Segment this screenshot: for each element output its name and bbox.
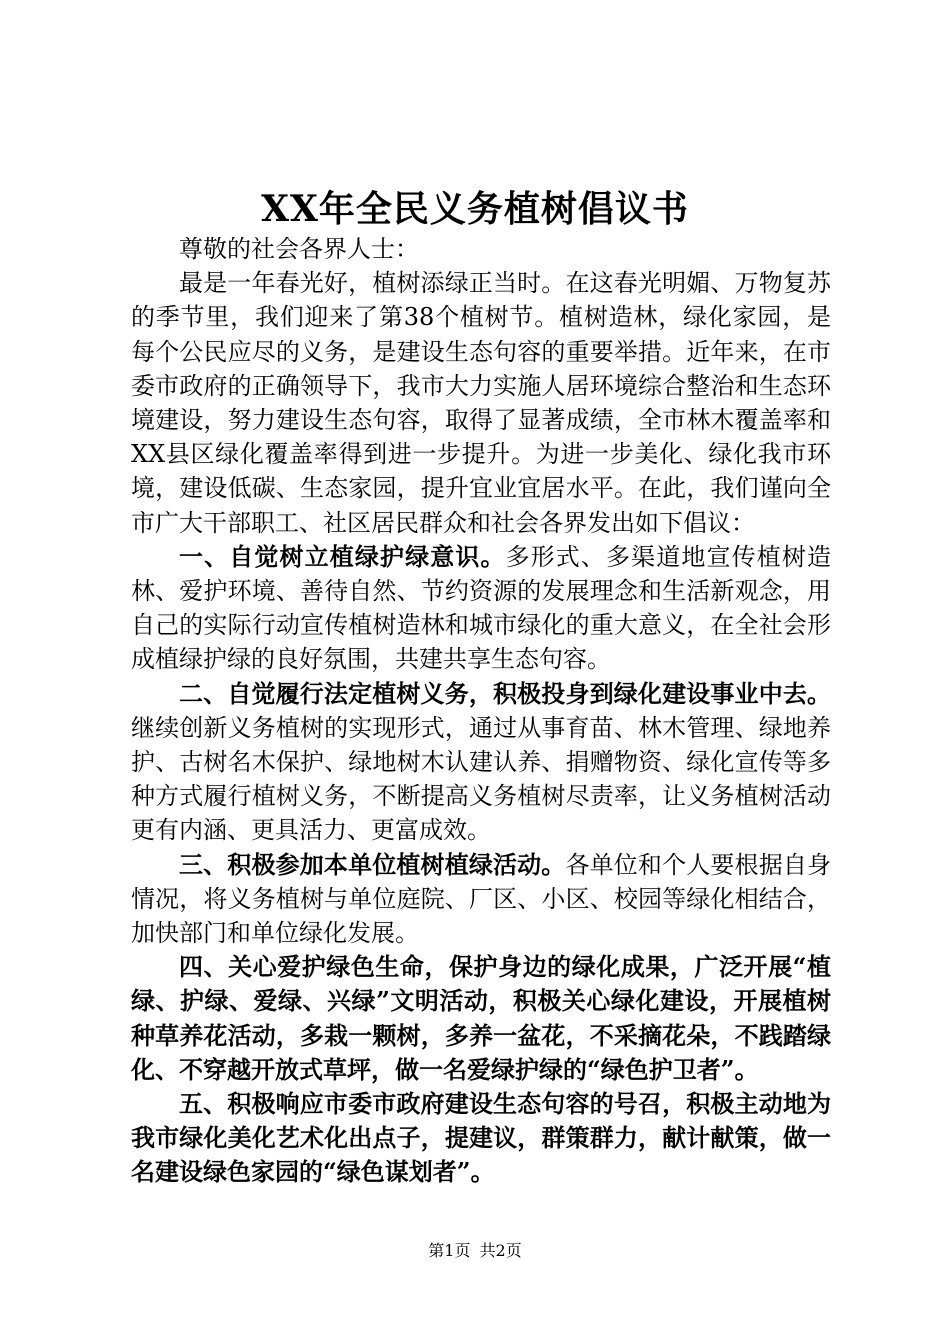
page-number: 第1页 <box>428 1241 471 1260</box>
proposal-item-4: 四、关心爱护绿色生命，保护身边的绿化成果，广泛开展“植绿、护绿、爱绿、兴绿”文明活动，积极关心绿化建设，开展植树种草养花活动，多栽一颗树，多养一盆花，不采摘花朵，不践踏绿化、不穿越开放式草坪，做一名爱绿护绿的“绿色护卫者”。 <box>131 952 831 1084</box>
proposal-item-1-heading: 一、自觉树立植绿护绿意识。 <box>179 541 506 571</box>
page-total: 共2页 <box>479 1241 522 1260</box>
proposal-item-3 <box>131 848 831 951</box>
page-footer <box>0 1239 950 1263</box>
proposal-item-1-text: 多形式、多渠道地宣传植树造林、爱护环境、善待自然、节约资源的发展理念和生活新观念，用自己的实际行动宣传植树造林和城市绿化的重大意义，在全社会形成植绿护绿的良好氛围，共建共享生态句容。 <box>131 542 832 674</box>
document-body <box>131 232 831 1190</box>
proposal-item-1 <box>131 540 831 677</box>
proposal-item-3-text: 各单位和个人要根据自身情况，将义务植树与单位庭院、厂区、小区、校园等绿化相结合，加快部门和单位绿化发展。 <box>131 850 832 948</box>
document-title: XX年全民义务植树倡议书 <box>261 188 689 230</box>
proposal-item-2 <box>131 677 831 848</box>
salutation: 尊敬的社会各界人士： <box>179 235 419 263</box>
proposal-item-5: 五、积极响应市委市政府建设生态句容的号召，积极主动地为我市绿化美化艺术化出点子，提建议，群策群力，献计献策，做一名建设绿色家园的“绿色谋划者”。 <box>131 1089 831 1187</box>
proposal-item-2-heading: 二、自觉履行法定植树义务，积极投身到绿化建设事业中去。 <box>179 678 831 708</box>
proposal-item-3-heading: 三、积极参加本单位植树植绿活动。 <box>179 849 566 879</box>
proposal-item-2-text: 继续创新义务植树的实现形式，通过从事育苗、林木管理、绿地养护、古树名木保护、绿地树木认建认养、捐赠物资、绿化宣传等多种方式履行植树义务，不断提高义务植树尽责率，让义务植树活动更有内涵、更具活力、更富成效。 <box>131 713 831 845</box>
intro-paragraph: 最是一年春光好，植树添绿正当时。在这春光明媚、万物复苏的季节里，我们迎来了第38个植树节。植树造林，绿化家园，是每个公民应尽的义务，是建设生态句容的重要举措。近年来，在市委市政府的正确领导下，我市大力实施人居环境综合整治和生态环境建设，努力建设生态句容，取得了显著成绩，全市林木覆盖率和XX县区绿化覆盖率得到进一步提升。为进一步美化、绿化我市环境，建设低碳、生态家园，提升宜业宜居水平。在此，我们谨向全市广大干部职工、社区居民群众和社会各界发出如下倡议： <box>131 269 831 537</box>
